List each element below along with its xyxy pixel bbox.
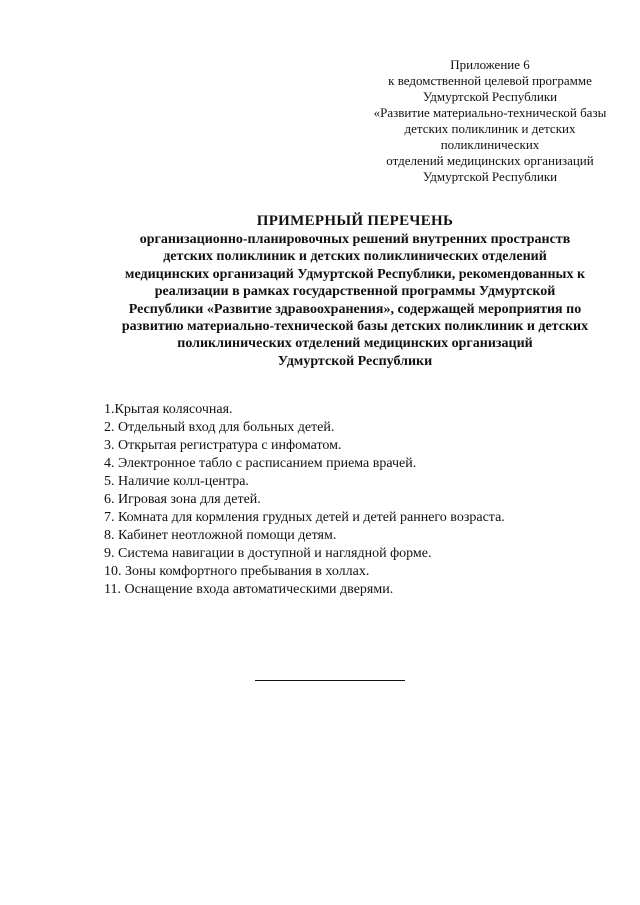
list-item: 9. Система навигации в доступной и наглядной форме. xyxy=(104,546,432,561)
appendix-line: поликлинических xyxy=(440,137,540,152)
list-item: 10. Зоны комфортного пребывания в холлах. xyxy=(104,564,370,579)
list-item: 5. Наличие колл-центра. xyxy=(104,474,249,489)
appendix-note xyxy=(340,57,640,185)
list-item: 6. Игровая зона для детей. xyxy=(104,492,261,507)
list-item: 7. Комната для кормления грудных детей и детей раннего возраста. xyxy=(104,510,505,525)
subtitle-line: медицинских организаций Удмуртской Республики, рекомендованных к xyxy=(124,266,586,282)
list-item: 4. Электронное табло с расписанием приема врачей. xyxy=(104,456,417,471)
subtitle-line: развитию материально-технической базы детских поликлиник и детских xyxy=(121,319,589,335)
list-item: 11. Оснащение входа автоматическими дверями. xyxy=(104,582,394,597)
appendix-line: «Развитие материально-технической базы xyxy=(373,105,607,120)
solutions-list xyxy=(104,401,505,599)
subtitle-line: детских поликлиник и детских поликлинических отделений xyxy=(163,249,547,265)
subtitle-line: поликлинических отделений медицинских организаций xyxy=(177,336,533,352)
list-item: 3. Открытая регистратура с инфоматом. xyxy=(104,438,342,453)
appendix-line: Удмуртской Республики xyxy=(422,89,558,104)
subtitle-line: Республики «Развитие здравоохранения», содержащей мероприятия по xyxy=(128,301,582,317)
subtitle-line: реализации в рамках государственной программы Удмуртской xyxy=(154,284,556,300)
list-item: 1.Крытая колясочная. xyxy=(104,402,233,417)
appendix-line: отделений медицинских организаций xyxy=(386,153,594,168)
appendix-line: Приложение 6 xyxy=(450,57,530,72)
list-item: 2. Отдельный вход для больных детей. xyxy=(104,420,335,435)
appendix-line: к ведомственной целевой программе xyxy=(388,73,592,88)
appendix-line: Удмуртской Республики xyxy=(422,169,558,184)
subtitle-line: Удмуртской Республики xyxy=(277,353,433,369)
closing-divider xyxy=(255,680,405,681)
list-item: 8. Кабинет неотложной помощи детям. xyxy=(104,528,337,543)
appendix-line: детских поликлиник и детских xyxy=(404,121,576,136)
subtitle-line: организационно-планировочных решений внутренних пространств xyxy=(139,232,571,247)
document-title: ПРИМЕРНЫЙ ПЕРЕЧЕНЬ xyxy=(256,213,454,229)
document-heading xyxy=(60,212,640,370)
document-subtitle xyxy=(60,231,640,370)
